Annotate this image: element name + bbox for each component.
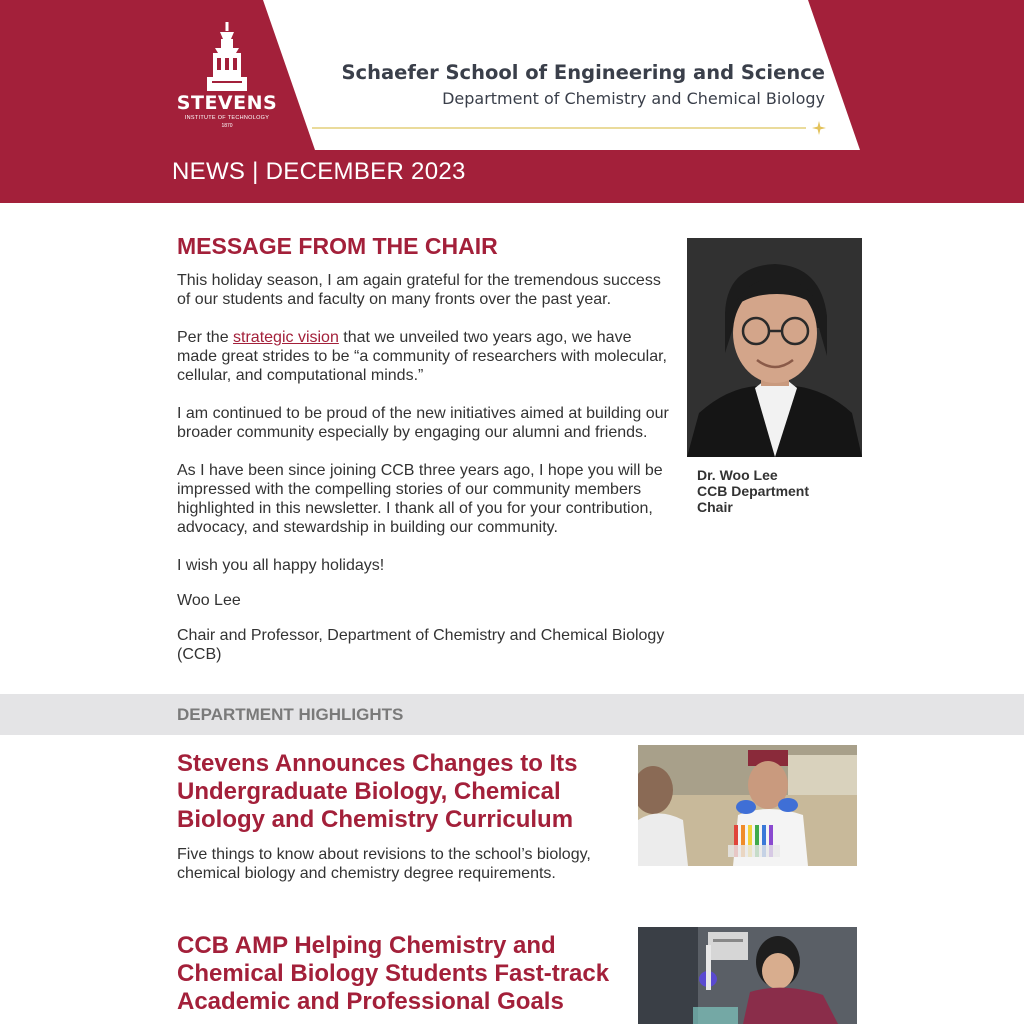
- chair-signature-title: Chair and Professor, Department of Chemistry and Chemical Biology (CCB): [177, 627, 665, 663]
- chair-paragraph-3: I am continued to be proud of the new initiatives aimed at building our broader community especially by engaging our alumni and friends.: [177, 405, 669, 441]
- chair-paragraph-1: This holiday season, I am again grateful for the tremendous success of our students and faculty on many fronts over the past year.: [177, 272, 661, 308]
- chair-portrait: [687, 238, 862, 457]
- story-image-pipette-student[interactable]: [638, 927, 857, 1024]
- strategic-vision-link[interactable]: strategic vision: [233, 329, 339, 346]
- department-name: Department of Chemistry and Chemical Biology: [442, 89, 825, 108]
- chair-message-heading: MESSAGE FROM THE CHAIR: [177, 233, 498, 259]
- logo-wordmark: STEVENS: [176, 92, 278, 114]
- caption-name: Dr. Woo Lee: [697, 467, 778, 483]
- logo-year: 1870: [221, 123, 233, 129]
- story-title-curriculum[interactable]: Stevens Announces Changes to Its Undergraduate Biology, Chemical Biology and Chemistry Curriculum: [177, 750, 578, 833]
- highlights-bar: [0, 694, 1024, 735]
- story-summary-curriculum: Five things to know about revisions to the school’s biology, chemical biology and chemistry degree requirements.: [177, 846, 591, 882]
- caption-title: CCB Department Chair: [697, 483, 810, 515]
- sparkle-icon: [811, 120, 827, 136]
- chair-signature: Woo Lee: [177, 592, 241, 609]
- header-band: [0, 0, 1024, 203]
- newsletter-title: NEWS | DECEMBER 2023: [172, 158, 466, 185]
- chair-paragraph-2: Per the strategic vision that we unveiled two years ago, we have made great strides to be “a community of researchers with molecular, cellular, and computational minds.”: [177, 329, 667, 384]
- school-name: Schaefer School of Engineering and Science: [341, 61, 825, 84]
- chair-paragraph-4: As I have been since joining CCB three years ago, I hope you will be impressed with the compelling stories of our community members highlighted in this newsletter. I thank all of you for your contribution, advocacy, and stewardship in building our community.: [177, 462, 663, 536]
- chair-paragraph-5: I wish you all happy holidays!: [177, 557, 385, 574]
- story-title-ccb-amp[interactable]: CCB AMP Helping Chemistry and Chemical Biology Students Fast-track Academic and Professional Goals: [177, 932, 610, 1015]
- portrait-caption: [697, 467, 847, 515]
- highlights-heading: DEPARTMENT HIGHLIGHTS: [177, 705, 404, 724]
- clocktower-icon: [165, 18, 289, 92]
- logo-subtitle: INSTITUTE OF TECHNOLOGY: [184, 115, 270, 121]
- stevens-logo[interactable]: [165, 18, 289, 133]
- story-image-lab-test-tubes[interactable]: [638, 745, 857, 866]
